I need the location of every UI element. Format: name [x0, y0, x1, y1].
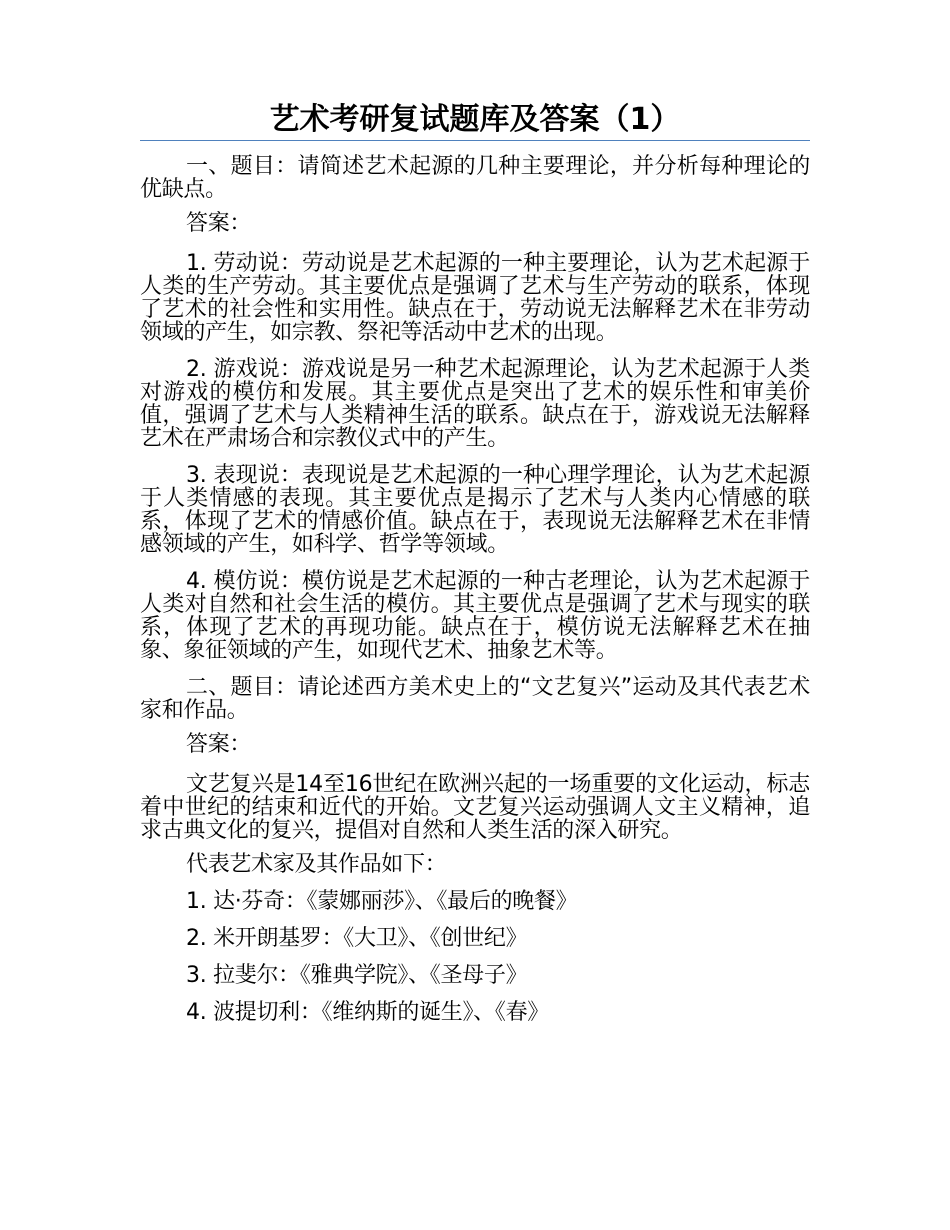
artists-heading: 代表艺术家及其作品如下： [186, 852, 447, 877]
answer-label-1: 答案： [186, 211, 252, 236]
artist-item-2: 2. 米开朗基罗：《大卫》、《创世纪》 [186, 926, 528, 951]
document-title: 艺术考研复试题库及答案（1） [269, 102, 681, 137]
answer-label-2: 答案： [186, 732, 252, 757]
document-page [140, 100, 810, 1027]
artist-item-3: 3. 拉斐尔：《雅典学院》、《圣母子》 [186, 963, 528, 988]
answer-1-item-4: 4. 模仿说：模仿说是艺术起源的一种古老理论，认为艺术起源于人类对自然和社会生活的模仿。其主要优点是强调了艺术与现实的联系，体现了艺术的再现功能。缺点在于，模仿说无法解释艺术在抽象、象征领域的产生，如现代艺术、抽象艺术等。 [140, 569, 810, 663]
answer-2-intro: 文艺复兴是14至16世纪在欧洲兴起的一场重要的文化运动，标志着中世纪的结束和近代的开始。文艺复兴运动强调人文主义精神，追求古典文化的复兴，提倡对自然和人类生活的深入研究。 [140, 772, 810, 843]
question-1: 一、题目：请简述艺术起源的几种主要理论，并分析每种理论的优缺点。 [140, 154, 810, 202]
answer-1-item-1: 1. 劳动说：劳动说是艺术起源的一种主要理论，认为艺术起源于人类的生产劳动。其主要优点是强调了艺术与生产劳动的联系，体现了艺术的社会性和实用性。缺点在于，劳动说无法解释艺术在非劳动领域的产生，如宗教、祭祀等活动中艺术的出现。 [140, 251, 810, 345]
artist-item-1: 1. 达·芬奇：《蒙娜丽莎》、《最后的晚餐》 [186, 889, 578, 914]
answer-1-item-2: 2. 游戏说：游戏说是另一种艺术起源理论，认为艺术起源于人类对游戏的模仿和发展。其主要优点是突出了艺术的娱乐性和审美价值，强调了艺术与人类精神生活的联系。缺点在于，游戏说无法解释艺术在严肃场合和宗教仪式中的产生。 [140, 357, 810, 451]
answer-1-item-3: 3. 表现说：表现说是艺术起源的一种心理学理论，认为艺术起源于人类情感的表现。其主要优点是揭示了艺术与人类内心情感的联系，体现了艺术的情感价值。缺点在于，表现说无法解释艺术在非情感领域的产生，如科学、哲学等领域。 [140, 463, 810, 557]
question-2: 二、题目：请论述西方美术史上的“文艺复兴”运动及其代表艺术家和作品。 [140, 675, 810, 723]
artist-item-4: 4. 波提切利：《维纳斯的诞生》、《春》 [186, 1000, 549, 1025]
title-underline [140, 140, 810, 141]
